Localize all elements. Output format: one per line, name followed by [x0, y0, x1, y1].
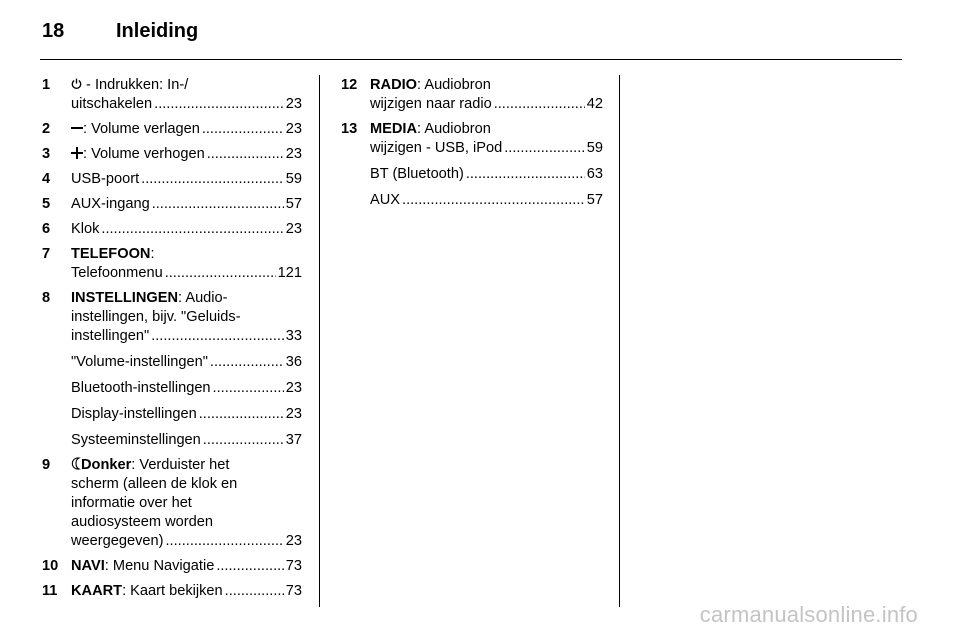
sub-entry: BT (Bluetooth) ..... 63 [370, 165, 603, 184]
entry-keyword: KAART [71, 583, 123, 599]
entry-text: : Audio- [178, 290, 228, 306]
entry-number: 2 [42, 121, 51, 137]
entry-text: : Audiobron [417, 121, 491, 137]
page-ref: 23 [285, 221, 302, 237]
sub-entry: AUX ..... 57 [370, 191, 603, 210]
entry-text: wijzigen - USB, iPod [370, 140, 503, 156]
sub-entry: Display-instellingen ..... 23 [71, 405, 302, 424]
entry-number: 11 [42, 583, 58, 599]
page-ref: 33 [285, 328, 302, 344]
header-rule [40, 59, 902, 60]
entry-text: - Indrukken: In-/ [82, 77, 189, 93]
page-ref: 63 [586, 166, 603, 182]
entry-11 [42, 582, 302, 601]
entry-text: : Kaart bekijken [122, 583, 223, 599]
page-ref: 57 [285, 196, 302, 212]
entry-text: : Menu Navigatie [104, 558, 215, 574]
watermark: carmanualsonline.info [699, 602, 918, 627]
page-ref: 23 [285, 406, 302, 422]
entry-6 [42, 220, 302, 239]
page-ref: 42 [586, 96, 603, 112]
page-ref: 23 [285, 121, 302, 137]
page-ref: 23 [285, 146, 302, 162]
column-divider-2 [619, 75, 620, 607]
entry-keyword: NAVI [71, 558, 105, 574]
column-divider-1 [319, 75, 320, 607]
page-ref: 59 [285, 171, 302, 187]
entry-number: 4 [42, 171, 51, 187]
entry-number: 10 [42, 558, 59, 574]
entry-keyword: TELEFOON [71, 246, 151, 262]
entry-keyword: INSTELLINGEN [71, 290, 179, 306]
entry-text: audiosysteem worden [71, 514, 213, 530]
entry-text: AUX-ingang [71, 196, 150, 212]
entry-text: : [150, 246, 155, 262]
entry-text: scherm (alleen de klok en [71, 476, 238, 492]
entry-number: 6 [42, 221, 51, 237]
page-ref: 23 [285, 96, 302, 112]
entry-text: instellingen" [71, 328, 150, 344]
page-ref: 73 [285, 583, 302, 599]
entry-number: 1 [42, 77, 51, 93]
entry-keyword: MEDIA [370, 121, 418, 137]
entry-text: uitschakelen [71, 96, 153, 112]
entry-number: 9 [42, 457, 51, 473]
entry-text: : Volume verlagen [83, 121, 200, 137]
minus-icon [71, 122, 83, 134]
entry-number: 13 [341, 121, 358, 137]
page-ref: 121 [277, 265, 302, 281]
entry-keyword: RADIO [370, 77, 418, 93]
entry-text: : Verduister het [131, 457, 230, 473]
entry-3 [42, 145, 302, 164]
column-middle [341, 76, 603, 216]
entry-number: 8 [42, 290, 51, 306]
entry-9 [42, 456, 302, 551]
sub-entry: Bluetooth-instellingen ..... 23 [71, 379, 302, 398]
page-ref: 59 [586, 140, 603, 156]
sub-entry: Systeeminstellingen ..... 37 [71, 431, 302, 450]
entry-number: 3 [42, 146, 51, 162]
entry-10 [42, 557, 302, 576]
entry-2 [42, 120, 302, 139]
page-ref: 36 [285, 354, 302, 370]
entry-number: 12 [341, 77, 358, 93]
page-title: Inleiding [116, 20, 199, 42]
page-ref: 23 [285, 533, 302, 549]
entry-12 [341, 76, 603, 114]
column-left [42, 76, 302, 607]
entry-text: : Volume verhogen [83, 146, 205, 162]
plus-icon [71, 147, 83, 159]
entry-keyword: Donker [81, 457, 132, 473]
entry-8 [42, 289, 302, 450]
page-ref: 73 [285, 558, 302, 574]
entry-13 [341, 120, 603, 210]
entry-text: USB-poort [71, 171, 140, 187]
entry-text: instellingen, bijv. "Geluids- [71, 309, 241, 325]
entry-text: wijzigen naar radio [370, 96, 492, 112]
entry-text: Telefoonmenu [71, 265, 163, 281]
power-icon [71, 78, 82, 90]
page-ref: 23 [285, 380, 302, 396]
sub-entry: "Volume-instellingen" ..... 36 [71, 353, 302, 372]
entry-5 [42, 195, 302, 214]
page-ref: 57 [586, 192, 603, 208]
entry-1 [42, 76, 302, 114]
entry-7 [42, 245, 302, 283]
entry-text: Klok [71, 221, 100, 237]
entry-number: 5 [42, 196, 51, 212]
entry-text: weergegeven) [71, 533, 164, 549]
page-ref: 37 [285, 432, 302, 448]
entry-text: : Audiobron [417, 77, 491, 93]
entry-text: informatie over het [71, 495, 192, 511]
page-number: 18 [42, 20, 65, 42]
entry-4 [42, 170, 302, 189]
moon-icon [71, 457, 81, 470]
entry-number: 7 [42, 246, 51, 262]
